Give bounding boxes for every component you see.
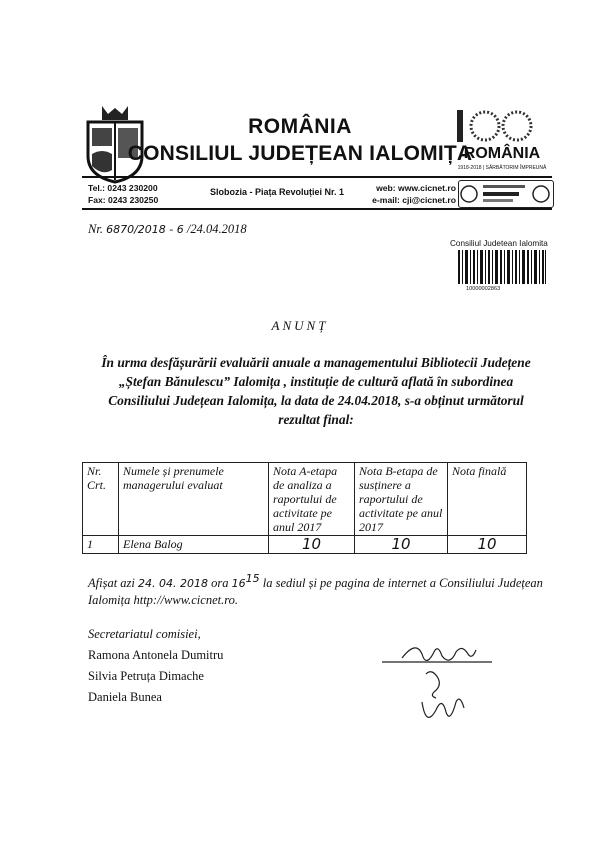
member-name: Silvia Petruța Dimache [88,669,204,683]
contact-phones [88,182,158,206]
header-grade-a: Nota A-etapa de analiza a raportului de activitate pe anul 2017 [269,463,355,536]
secretariat-title: Secretariatul comisiei, [88,627,201,641]
contact-web [350,182,456,206]
handwritten-signature [372,640,502,730]
posting-suffix: la sediul și pe pagina de internet a Consiliului Județean Ialomița http://www.cicnet.ro. [88,576,543,608]
address: Slobozia - Piața Revoluției Nr. 1 [210,187,345,197]
registration-date: /24.04.2018 [186,222,247,236]
certification-badge-icon [458,180,554,208]
registration-prefix: Nr. [88,222,103,236]
final-grade-value: 10 [477,535,497,553]
announcement-title: ANUNȚ [271,318,329,333]
country-title: ROMÂNIA [248,115,352,138]
email-link[interactable]: e-mail: cji@cicnet.ro [372,195,456,205]
website-link[interactable]: web: www.cicnet.ro [376,183,456,193]
member-name: Daniela Bunea [88,690,162,704]
announcement-paragraph: În urma desfășurării evaluării anuale a managementului Bibliotecii Județene „Ștefan Bănulescu” Ialomița , instituție de cultură aflată în subordinea Consiliului Județean Ialomița, la data de 24.04.2018, s-a obținut următorul rezultat final: [101,355,531,427]
header-final-grade: Nota finală [448,463,527,536]
fax-number: Fax: 0243 230250 [88,195,159,205]
contact-divider [82,208,552,210]
registration-handwritten: 6870/2018 - 6 [106,223,184,236]
registration-number [88,222,247,237]
centenary-logo-subtext: 1918-2018 | SĂRBĂTORIM ÎMPREUNĂ [457,165,547,171]
table-header-row [83,463,527,536]
barcode-number: 10000002863 [466,286,501,292]
grade-a-value: 10 [301,535,322,553]
institution-title: CONSILIUL JUDEȚEAN IALOMIȚA [127,142,473,165]
posting-prefix: Afișat azi [88,576,135,591]
cell-final-grade [448,536,527,554]
phone-number: Tel.: 0243 230200 [88,183,158,193]
header-grade-b: Nota B-etapa de susținere a raportului de activitate pe anul 2017 [355,463,448,536]
posting-notice [88,570,558,609]
posting-date: 24. 04. 2018 [138,577,208,591]
grade-b-value: 10 [391,535,411,553]
centenary-logo-text: ROMÂNIA [463,145,541,162]
member-name: Ramona Antonela Dumitru [88,648,224,662]
header-name: Numele și prenumele managerului evaluat [119,463,269,536]
cell-grade-b [355,536,448,554]
barcode-icon [458,250,546,284]
cell-name: Elena Balog [119,536,269,554]
posting-hour-label: ora [211,576,229,591]
posting-hour: 16 [231,577,246,591]
table-row [83,536,527,554]
cell-grade-a [269,536,355,554]
cell-nr: 1 [83,536,119,554]
header-nr: Nr. Crt. [83,463,119,536]
posting-minute: 15 [245,572,260,585]
header-divider [82,176,552,178]
results-table [82,462,527,554]
barcode-label: Consiliul Judetean Ialomita [450,239,548,248]
